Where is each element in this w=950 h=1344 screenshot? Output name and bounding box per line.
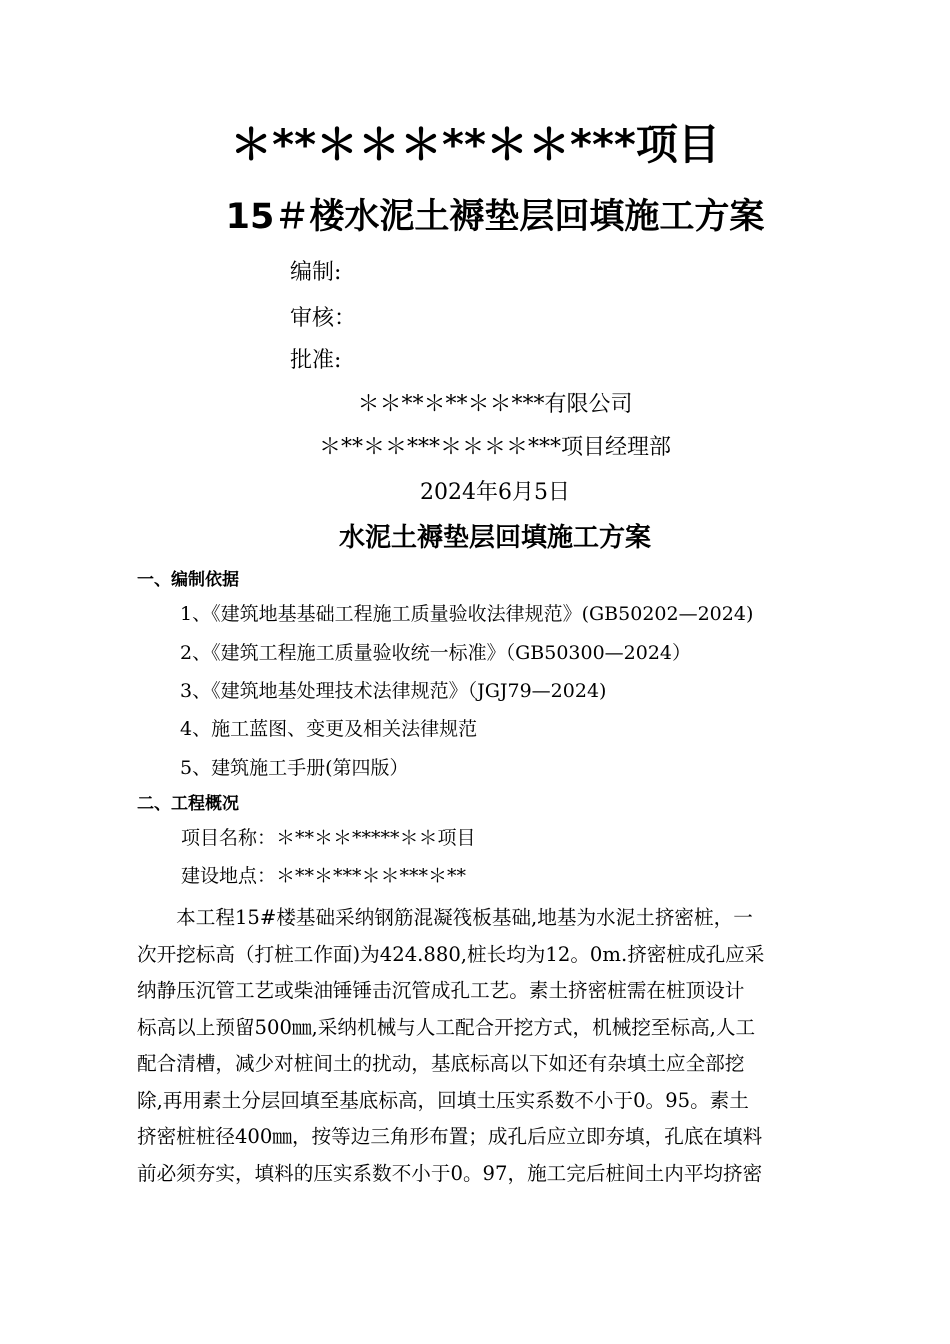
basis-item: 5、建筑施工手册(第四版） (180, 757, 409, 779)
basis-item: 4、施工蓝图、变更及相关法律规范 (180, 718, 478, 740)
section-heading-basis: 一、编制依据 (137, 570, 239, 590)
basis-item: 3、《建筑地基处理技术法律规范》（JGJ79—2024) (180, 680, 607, 702)
reviewed-by-label: 审核： (290, 306, 357, 331)
project-name-field: 项目名称：＊**＊＊*****＊＊项目 (181, 827, 476, 849)
paragraph-line: 次开挖标高（打桩工作面)为424.880,桩长均为12。0m.挤密桩成孔应采 (137, 942, 765, 966)
basis-item: 2、《建筑工程施工质量验收统一标准》（GB50300—2024） (180, 642, 692, 664)
paragraph-line: 配合清槽，减少对桩间土的扰动，基底标高以下如还有杂填土应全部挖 (137, 1052, 745, 1075)
plan-title: 15＃楼水泥土褥垫层回填施工方案 (225, 197, 765, 237)
document-date: 2024年6月5日 (420, 480, 570, 505)
approved-by-label: 批准: (290, 348, 342, 373)
paragraph-line: 挤密桩桩径400㎜，按等边三角形布置；成孔后应立即夯填，孔底在填料 (137, 1125, 763, 1148)
document-heading: 水泥土褥垫层回填施工方案 (338, 523, 651, 553)
paragraph-line: 前必须夯实，填料的压实系数不小于0。97，施工完后桩间土内平均挤密 (137, 1161, 763, 1185)
department-name: ＊**＊＊***＊＊＊＊***项目经理部 (318, 435, 671, 460)
overview-paragraph (137, 900, 852, 1192)
compiled-by-label: 编制: (290, 260, 342, 285)
paragraph-line: 标高以上预留500㎜,采纳机械与人工配合开挖方式，机械挖至标高,人工 (137, 1015, 756, 1039)
paragraph-line: 除,再用素土分层回填至基底标高，回填土压实系数不小于0。95。素土 (137, 1088, 749, 1112)
location-field: 建设地点：＊**＊***＊＊***＊** (181, 865, 467, 887)
paragraph-line: 本工程15#楼基础采纳钢筋混凝筏板基础,地基为水泥土挤密桩，一 (137, 906, 753, 929)
basis-item: 1、《建筑地基基础工程施工质量验收法律规范》(GB50202—2024) (180, 603, 754, 625)
company-name: ＊＊**＊**＊＊***有限公司 (357, 392, 633, 417)
project-title: ＊**＊＊＊**＊＊***项目 (230, 120, 720, 169)
section-heading-overview: 二、工程概况 (137, 794, 239, 814)
paragraph-line: 纳静压沉管工艺或柴油锤锤击沉管成孔工艺。素土挤密桩需在桩顶设计 (137, 979, 745, 1002)
